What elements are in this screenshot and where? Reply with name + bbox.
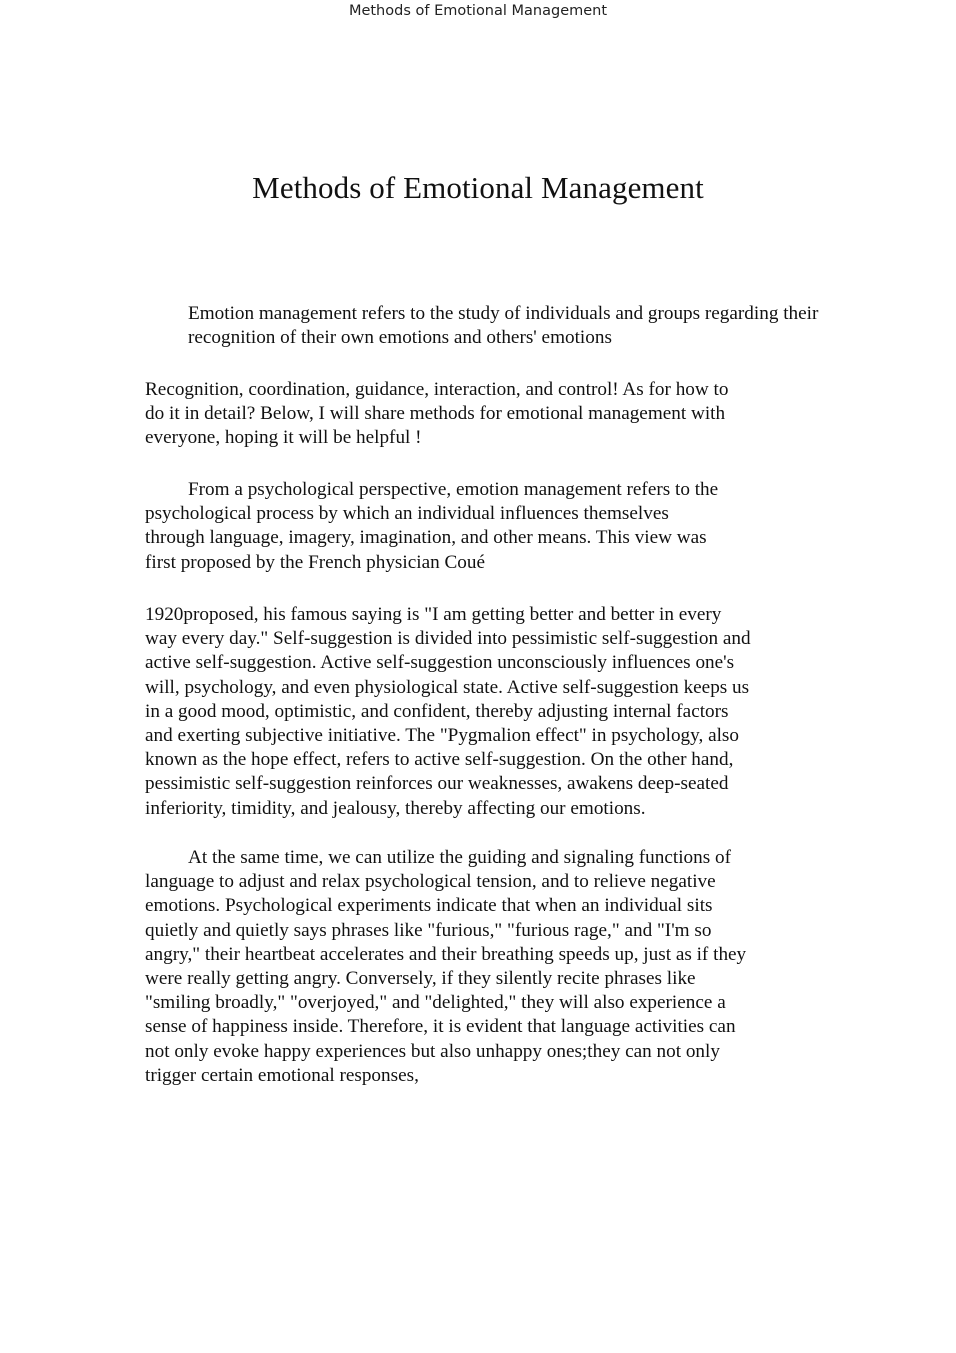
paragraph-line: psychological process by which an individual influences themselves	[145, 503, 669, 525]
paragraph-line: emotions. Psychological experiments indicate that when an individual sits	[145, 895, 713, 917]
paragraph-self-suggestion	[145, 603, 751, 821]
document-title: Methods of Emotional Management	[252, 170, 704, 205]
paragraph-line: quietly and quietly says phrases like "furious," "furious rage," and "I'm so	[145, 919, 712, 941]
running-header: Methods of Emotional Management	[348, 3, 608, 19]
paragraph-line: known as the hope effect, refers to active self-suggestion. On the other hand,	[145, 749, 734, 771]
paragraph-line: 1920proposed, his famous saying is "I am getting better and better in every	[145, 604, 722, 625]
paragraph-line: way every day." Self-suggestion is divided into pessimistic self-suggestion and	[145, 628, 751, 650]
paragraph-line: active self-suggestion. Active self-suggestion unconsciously influences one's	[145, 652, 735, 674]
paragraph-line: Emotion management refers to the study of individuals and groups regarding their	[188, 303, 819, 324]
paragraph-line: angry," their heartbeat accelerates and their breathing speeds up, just as if they	[145, 943, 747, 965]
paragraph-psychological-perspective	[145, 478, 718, 575]
paragraph-line: pessimistic self-suggestion reinforces our weaknesses, awakens deep-seated	[145, 773, 729, 795]
paragraph-line: first proposed by the French physician Coué	[145, 551, 485, 573]
paragraph-line: inferiority, timidity, and jealousy, thereby affecting our emotions.	[145, 797, 646, 819]
paragraph-line: and exerting subjective initiative. The "Pygmalion effect" in psychology, also	[145, 724, 739, 746]
paragraph-line: everyone, hoping it will be helpful !	[145, 427, 422, 449]
paragraph-line: not only evoke happy experiences but also unhappy ones;they can not only	[145, 1040, 720, 1062]
paragraph-line: through language, imagery, imagination, and other means. This view was	[145, 527, 707, 549]
paragraph-line: Recognition, coordination, guidance, interaction, and control! As for how to	[145, 379, 729, 400]
paragraph-definition	[188, 302, 818, 350]
paragraph-line: in a good mood, optimistic, and confident, thereby adjusting internal factors	[145, 700, 729, 722]
paragraph-line: language to adjust and relax psychological tension, and to relieve negative	[145, 871, 716, 893]
paragraph-line: were really getting angry. Conversely, if they silently recite phrases like	[145, 967, 696, 989]
paragraph-line: trigger certain emotional responses,	[145, 1064, 419, 1086]
paragraph-line: "smiling broadly," "overjoyed," and "delighted," they will also experience a	[145, 992, 726, 1014]
paragraph-language-functions	[145, 846, 746, 1088]
paragraph-line: At the same time, we can utilize the guiding and signaling functions of	[188, 847, 731, 868]
paragraph-line: recognition of their own emotions and others' emotions	[188, 327, 612, 349]
paragraph-line: do it in detail? Below, I will share methods for emotional management with	[145, 403, 726, 425]
paragraph-line: will, psychology, and even physiological state. Active self-suggestion keeps us	[145, 676, 750, 698]
paragraph-intro	[145, 378, 728, 451]
paragraph-line: sense of happiness inside. Therefore, it is evident that language activities can	[145, 1016, 736, 1038]
paragraph-line: From a psychological perspective, emotion management refers to the	[188, 479, 719, 500]
